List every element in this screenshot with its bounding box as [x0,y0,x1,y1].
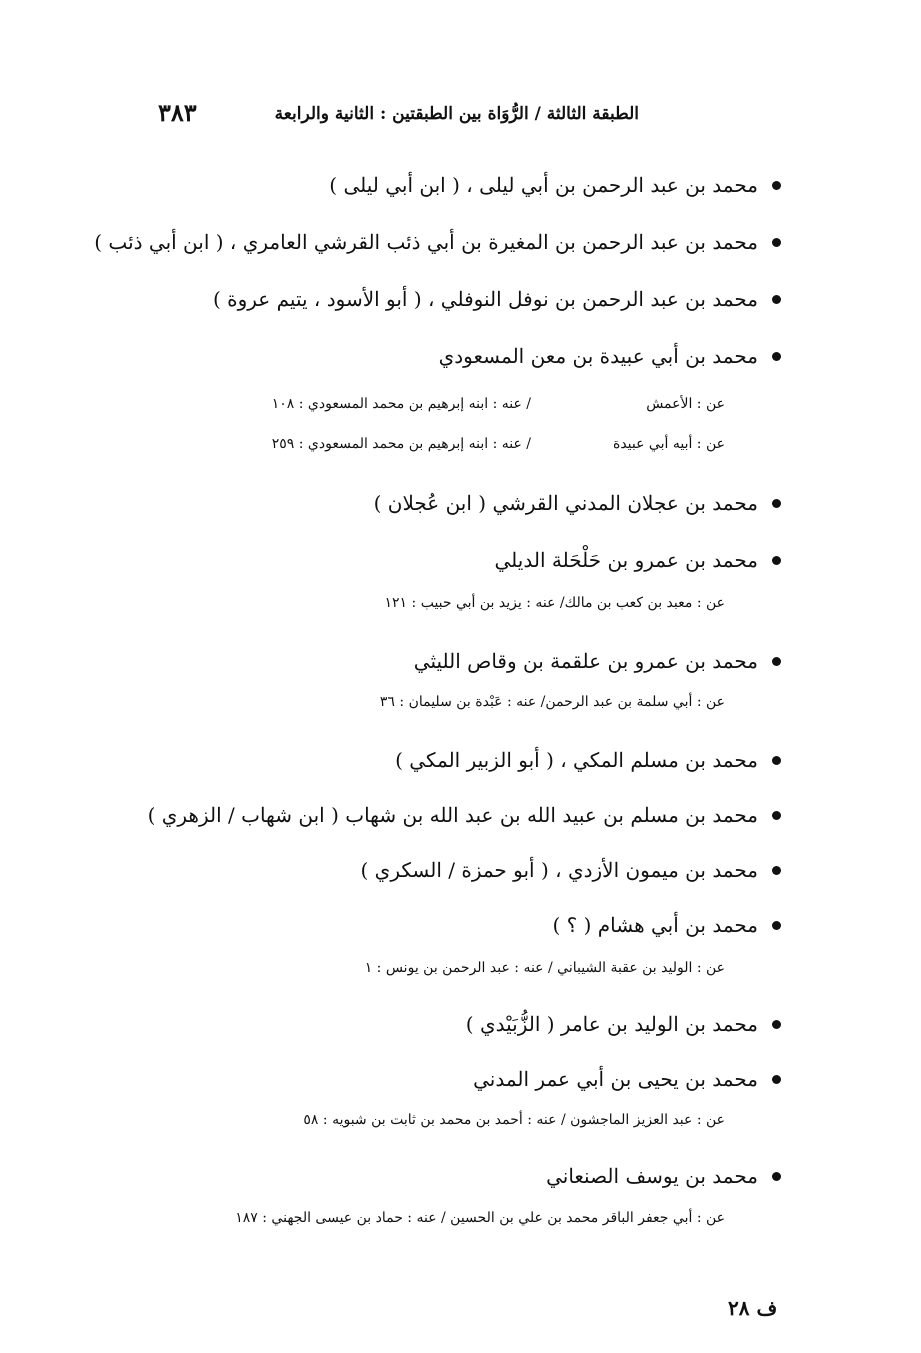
bullet-icon [772,238,781,247]
transmission-line: عن : أبي جعفر الباقر محمد بن علي بن الحسين / عنه : حماد بن عيسى الجهني : ١٨٧ [235,1210,725,1226]
transmission-line: عن : عبد العزيز الماجشون / عنه : أحمد بن محمد بن ثابت بن شبويه : ٥٨ [303,1112,725,1128]
narrator-entry [546,1164,781,1188]
bullet-icon [772,811,781,820]
bullet-icon [772,657,781,666]
narrator-entry [395,748,781,772]
narrator-entry [473,1067,781,1091]
narrator-entry [361,858,781,882]
narrator-name: محمد بن عبد الرحمن بن المغيرة بن أبي ذئب القرشي العامري ، ( ابن أبي ذئب ) [94,230,758,254]
narrator-entry [329,173,781,197]
narrator-entry [148,803,781,827]
page-number: ٣٨٣ [158,98,197,127]
transmission-to: / عنه : ابنه إبرهيم بن محمد المسعودي : ١٠٨ [271,396,531,412]
signature-mark: ف ٢٨ [728,1296,778,1320]
transmission-from: عن : الأعمش [646,396,725,412]
transmission-to: / عنه : ابنه إبرهيم بن محمد المسعودي : ٢٥٩ [271,436,531,452]
bullet-icon [772,756,781,765]
narrator-entry [414,649,781,673]
narrator-name: محمد بن عبد الرحمن بن أبي ليلى ، ( ابن أبي ليلى ) [329,173,758,197]
bullet-icon [772,866,781,875]
bullet-icon [772,1020,781,1029]
bullet-icon [772,1172,781,1181]
narrator-entry [466,1012,781,1036]
narrator-name: محمد بن عبد الرحمن بن نوفل النوفلي ، ( أبو الأسود ، يتيم عروة ) [212,287,758,311]
narrator-name: محمد بن مسلم المكي ، ( أبو الزبير المكي ) [395,748,758,772]
narrator-entry [439,344,781,368]
narrator-entry [374,491,781,515]
bullet-icon [772,556,781,565]
transmission-from: عن : أبيه أبي عبيدة [613,436,725,452]
narrator-entry [553,913,782,937]
narrator-name: محمد بن عمرو بن حَلْحَلة الديلي [494,548,758,572]
bullet-icon [772,295,781,304]
narrator-name: محمد بن أبي هشام ( ؟ ) [552,913,758,937]
narrator-name: محمد بن أبي عبيدة بن معن المسعودي [438,344,758,368]
transmission-line: عن : معبد بن كعب بن مالك/ عنه : يزيد بن أبي حبيب : ١٢١ [384,595,725,611]
narrator-name: محمد بن عجلان المدني القرشي ( ابن عُجلان ) [373,491,758,515]
bullet-icon [772,181,781,190]
narrator-entry [213,287,781,311]
narrator-entry [94,230,781,254]
bullet-icon [772,1075,781,1084]
narrator-name: محمد بن الوليد بن عامر ( الزُّبَيْدي ) [465,1012,758,1036]
transmission-line: عن : أبي سلمة بن عبد الرحمن/ عنه : عَبْدة بن سليمان : ٣٦ [379,694,725,710]
bullet-icon [772,921,781,930]
transmission-line: عن : الوليد بن عقبة الشيباني / عنه : عبد الرحمن بن يونس : ١ [364,960,725,976]
narrator-name: محمد بن ميمون الأزدي ، ( أبو حمزة / السكري ) [360,858,758,882]
bullet-icon [772,499,781,508]
narrator-name: محمد بن عمرو بن علقمة بن وقاص الليثي [413,649,758,673]
running-header-title: الطبقة الثالثة / الرُّوَاة بين الطبقتين : الثانية والرابعة [274,104,639,124]
narrator-name: محمد بن يوسف الصنعاني [546,1164,758,1188]
narrator-name: محمد بن مسلم بن عبيد الله بن عبد الله بن شهاب ( ابن شهاب / الزهري ) [147,803,758,827]
narrator-name: محمد بن يحيى بن أبي عمر المدني [473,1067,758,1091]
bullet-icon [772,352,781,361]
narrator-entry [495,548,782,572]
